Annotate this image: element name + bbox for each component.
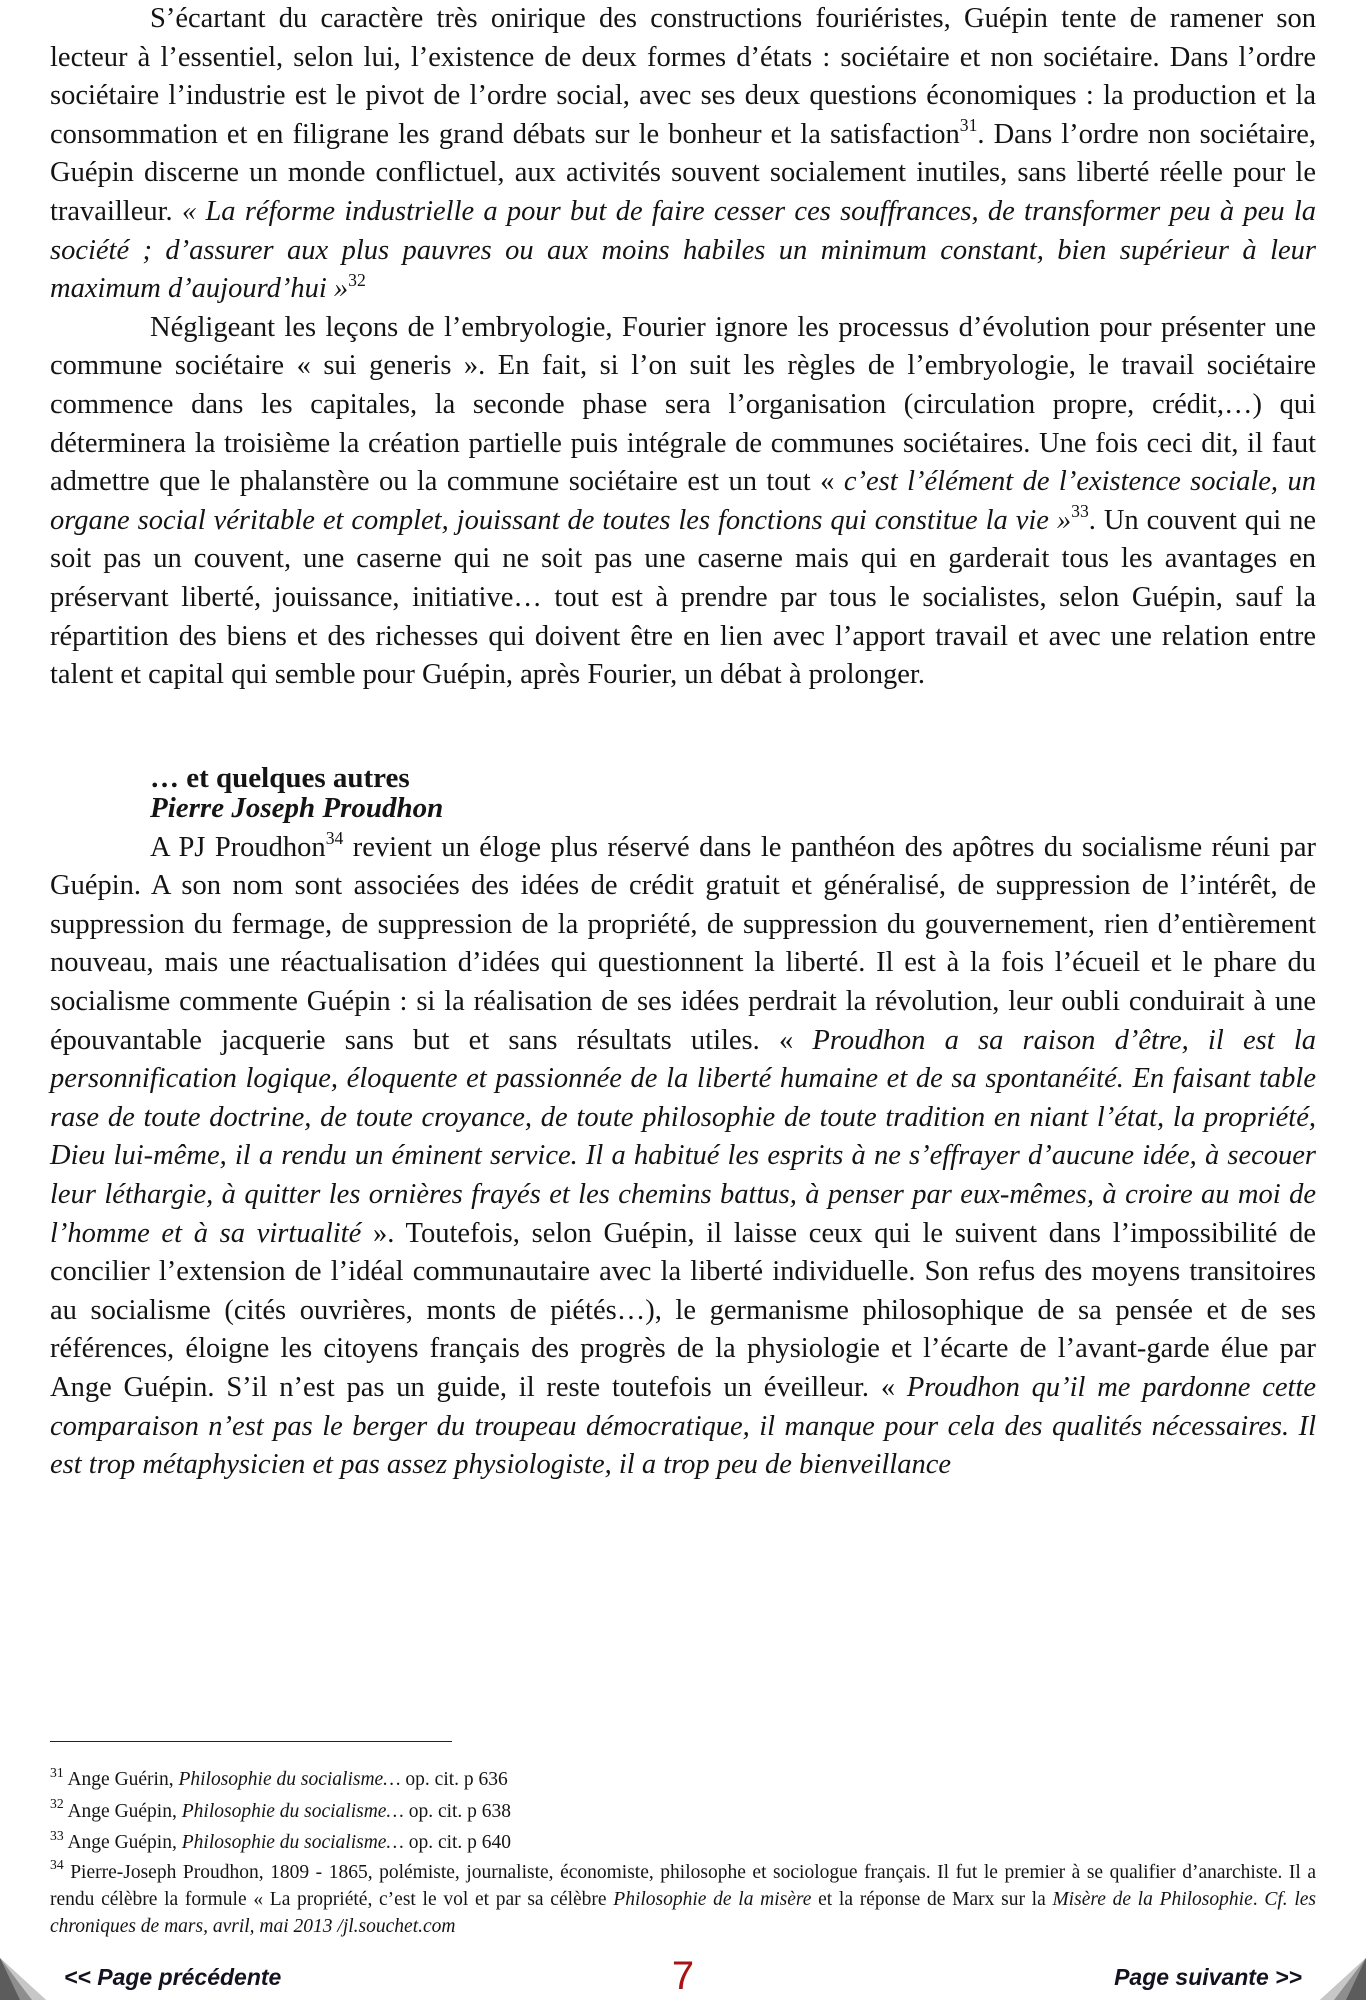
page-navigation [0,1952,1366,2000]
main-text [50,0,1316,1485]
footnote-author: Ange Guérin, [67,1769,174,1790]
footnote-title: Philosophie du socialisme… [181,1832,404,1853]
paragraph-text: Négligeant les leçons de l’embryologie, Fourier ignore les processus d’évolution pour présenter une commune sociétaire « sui generis ». En fait, si l’on suit les règles de l’embryologie, le travail sociétaire commence dans les capitales, la seconde phase sera l’organisation (circulation propre, crédit,…) qui déterminera la troisième la création partielle puis intégrale de communes sociétaires. Une fois ceci dit, il faut admettre que le phalanstère ou la commune sociétaire est un tout « [50,311,1316,498]
subsection-heading: Pierre Joseph Proudhon [150,791,444,824]
footnote-title: Misère de la Philosophie [1052,1888,1253,1910]
footnote-title: Philosophie du socialisme… [178,1769,401,1790]
quotation: « La réforme industrielle a pour but de faire cesser ces souffrances, de transformer peu à peu la société ; d’assurer aux plus pauvres ou aux moins habiles un minimum constant, bien supérieur à leur maximum d’aujourd’hui » [50,195,1317,305]
section-spacer [50,695,1316,763]
footnote-number: 34 [50,1857,64,1873]
footnote-text: . [1252,1888,1265,1910]
footnote-ref-33[interactable]: 33 [1071,501,1089,522]
footnote-reference: op. cit. p 638 [408,1800,512,1822]
paragraph-text: . Un couvent qui ne soit pas un couvent, une caserne qui ne soit pas une caserne mais qui en garderait tous les avantages en préservant liberté, jouissance, initiative… tout est à prendre par tous le socialistes, selon Guépin, sauf la répartition des biens et des richesses qui doivent être en lien avec l’apport travail et avec une relation entre talent et capital qui semble pour Guépin, après Fourier, un débat à prolonger. [50,504,1317,691]
quotation: Proudhon a sa raison d’être, il est la personnification logique, éloquente et passionnée de la liberté humaine et de sa spontanéité. En faisant table rase de toute doctrine, de toute croyance, de toute philosophie de toute tradition en niant l’état, la propriété, Dieu lui-même, il a rendu un éminent service. Il a habitué les esprits à ne s’effrayer d’aucune idée, à secouer leur léthargie, à quitter les ornières frayés et les chemins battus, à penser par eux-mêmes, à croire au moi de l’homme et à sa virtualité [50,1024,1316,1249]
footnote-title: Philosophie de la misère [613,1888,812,1910]
paragraph-3 [50,829,1316,1485]
footnote-ref-34[interactable]: 34 [325,828,344,849]
footnote-text: et la réponse de Marx sur la [811,1888,1053,1910]
quotation: c’est l’élément de l’existence sociale, un organe social véritable et complet, jouissant de toutes les fonctions qui constitue la vie [50,466,1316,536]
quotation-close: » [1048,504,1072,536]
footnote-reference: op. cit. p 640 [408,1832,512,1853]
paragraph-text: S’écartant du caractère très onirique des constructions fouriéristes, Guépin tente de ramener son lecteur à l’essentiel, selon lui, l’existence de deux formes d’états : sociétaire et non sociétaire. Dans l’ordre sociétaire l’industrie est le pivot de l’ordre social, avec ses deux questions économiques : la production et la consommation et en filigrane les grand débats sur le bonheur et la satisfaction [50,3,1316,150]
footnote-text: Pierre-Joseph Proudhon, 1809 - 1865, polémiste, journaliste, économiste, philosophe et sociologue français. Il fut le premier à se qualifier d’anarchiste. Il a rendu célèbre la formule « La propriété, c’est le vol et par sa célèbre [50,1861,1317,1910]
footnote-ref-31[interactable]: 31 [959,115,978,136]
paragraph-text: revient un éloge plus réservé dans le panthéon des apôtres du socialisme réuni par Guépin. A son nom sont associées des idées de crédit gratuit et généralisé, de suppression de l’intérêt, de suppression du fermage, de suppression de la propriété, de suppression du gouvernement, rien d’entièrement nouveau, mais une réactualisation d’idées qui questionnent la liberté. Il est à la fois l’écueil et le phare du socialisme commente Guépin : si la réalisation de ses idées perdrait la révolution, leur oubli conduirait à une épouvantable jacquerie sans but et sans résultats utiles. « [50,831,1316,1056]
footnote-author: Ange Guépin, [67,1832,177,1853]
footnote-33 [50,1827,1316,1859]
footnotes [50,1764,1316,1940]
footnote-number: 33 [50,1827,64,1843]
footnote-author: Ange Guépin, [67,1800,177,1822]
footnote-title: Philosophie du socialisme… [181,1800,404,1822]
footnote-number: 32 [50,1796,64,1812]
footnote-ref-32[interactable]: 32 [348,269,366,290]
footnote-34 [50,1859,1316,1940]
section-heading: … et quelques autres [150,761,410,794]
footnote-31 [50,1764,1316,1796]
footnote-reference: op. cit. p 636 [405,1769,508,1790]
page-curl-right-icon [1314,1952,1366,2000]
paragraph-1 [50,0,1316,309]
footnote-32 [50,1796,1316,1828]
quotation: Proudhon qu’il me pardonne cette comparaison n’est pas le berger du troupeau démocratique, il manque pour cela des qualités nécessaires. Il est trop métaphysicien et pas assez physiologiste, il a trop peu de bienveillance [50,1372,1316,1481]
paragraph-text: ». Toutefois, selon Guépin, il laisse ceux qui le suivent dans l’impossibilité de concilier l’extension de l’idéal communautaire avec la liberté individuelle. Son refus des moyens transitoires au socialisme (cités ouvrières, monts de piétés…), le germanisme philosophique de sa pensée et de ses références, éloigne les citoyens français des progrès de la physiologie et l’écarte de l’avant-garde élue par Ange Guépin. S’il n’est pas un guide, il reste toutefois un éveilleur. « [50,1217,1316,1403]
footnote-number: 31 [50,1764,64,1780]
paragraph-text: . Dans l’ordre non sociétaire, Guépin discerne un monde conflictuel, aux activités souvent socialement inutiles, sans liberté réelle pour le travailleur. [50,118,1316,227]
next-page-link[interactable]: Page suivante >> [1114,1964,1302,1990]
footnote-reference: Cf. les chroniques de mars, avril, mai 2013 /jl.souchet.com [50,1888,1316,1937]
page-number: 7 [671,1954,695,1998]
paragraph-text: A PJ Proudhon [150,831,326,863]
paragraph-2 [50,309,1316,695]
previous-page-link[interactable]: << Page précédente [64,1964,282,1990]
footnote-separator [50,1741,452,1742]
